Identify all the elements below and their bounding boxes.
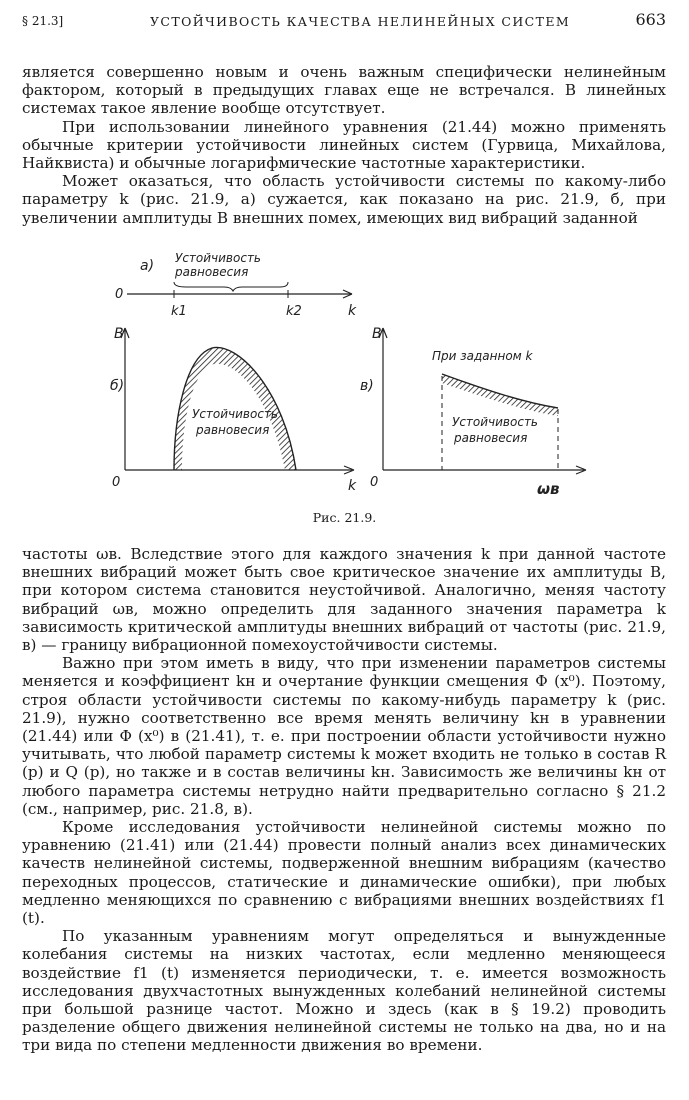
paragraph: частоты ωв. Вследствие этого для каждого значения k при данной частоте внешних вибраций может быть свое критическое значение их амплитуды B, при котором система становится неустойчивой. Аналогично, меняя частоту вибраций ωв, можно определить для заданного значения параметра k зависимость критической амплитуды внешних вибраций от частоты (рис. 21.9, в) — границу вибрационной помехоустойчивости системы. [22,545,666,655]
panel-a-origin: 0 [115,287,124,302]
paragraph: Может оказаться, что область устойчивости системы по какому-либо параметру k (рис. 21.9, а) сужается, как показано на рис. 21.9, б, при увеличении амплитуды B внешних помех, имеющих вид вибраций заданной [22,172,666,227]
page-number: 663 [635,10,666,29]
figure-drawing [90,238,590,508]
text-block-bottom [22,545,666,1055]
panel-c-region-line2: равновесия [454,431,528,445]
panel-c-x-label: ωв [537,480,560,498]
panel-c-boundary [442,374,558,408]
panel-c-origin: 0 [370,475,379,490]
panel-c-label: в) [360,378,374,394]
running-title: УСТОЙЧИВОСТЬ КАЧЕСТВА НЕЛИНЕЙНЫХ СИСТЕМ [150,14,571,29]
paragraph: является совершенно новым и очень важным специфически нелинейным фактором, который в предыдущих главах еще не встречался. В линейных системах такое явление вообще отсутствует. [22,63,666,118]
section-number: § 21.3] [22,14,64,28]
panel-b-region-line2: равновесия [196,423,270,437]
panel-a-brace [174,282,288,291]
page-header [22,10,666,34]
paragraph: По указанным уравнениям могут определяться и вынужденные колебания системы на низких частотах, если медленно меняющееся воздействие f1 (t) изменяется периодически, т. е. имеется возможность исследования двухчастотных вынужденных колебаний нелинейной системы при большой разнице частот. Можно и здесь (как в § 19.2) проводить разделение общего движения нелинейной системы не только на два, но и на три вида по степени медленности движения во времени. [22,927,666,1055]
panel-c-region-line1: Устойчивость [452,415,539,429]
panel-b-origin: 0 [112,475,121,490]
figure-21-9 [90,238,590,538]
panel-a-region-line2: равновесия [175,265,249,279]
panel-b-y-label: B [114,326,124,342]
k2-label: k2 [286,304,302,319]
panel-c-curve-label: При заданном k [432,349,533,363]
text-block-top [22,63,666,227]
panel-b-label: б) [110,378,125,394]
panel-c-y-label: B [372,326,382,342]
paragraph: Кроме исследования устойчивости нелинейной системы можно по уравнению (21.41) или (21.44) провести полный анализ всех динамических качеств нелинейной системы, подверженной внешним вибрациям (качество переходных процессов, статические и динамические ошибки), при любых медленно меняющихся по сравнению с вибрациями внешних воздействиях f1 (t). [22,818,666,928]
k1-label: k1 [171,304,187,319]
panel-b-x-label: k [348,478,357,494]
paragraph: Важно при этом иметь в виду, что при изменении параметров системы меняется и коэффициент kн и очертание функции смещения Φ (x⁰). Поэтому, строя области устойчивости системы по какому-нибудь параметру k (рис. 21.9), нужно соответственно все время менять величину kн в уравнении (21.44) или Φ (x⁰) в (21.41), т. е. при построении области устойчивости нужно учитывать, что любой параметр системы k может входить не только в состав R (p) и Q (p), но также и в состав величины kн. Зависимость же величины kн от любого параметра системы нетрудно найти предварительно согласно § 21.2 (см., например, рис. 21.8, в). [22,654,666,818]
panel-a-label: а) [140,258,155,274]
figure-caption: Рис. 21.9. [312,510,377,525]
panel-a-var: k [348,303,357,319]
paragraph: При использовании линейного уравнения (21.44) можно применять обычные критерии устойчивости линейных систем (Гурвица, Михайлова, Найквиста) и обычные логарифмические частотные характеристики. [22,117,666,173]
panel-a-region-line1: Устойчивость [175,251,262,265]
panel-b-region-line1: Устойчивость [192,407,279,421]
